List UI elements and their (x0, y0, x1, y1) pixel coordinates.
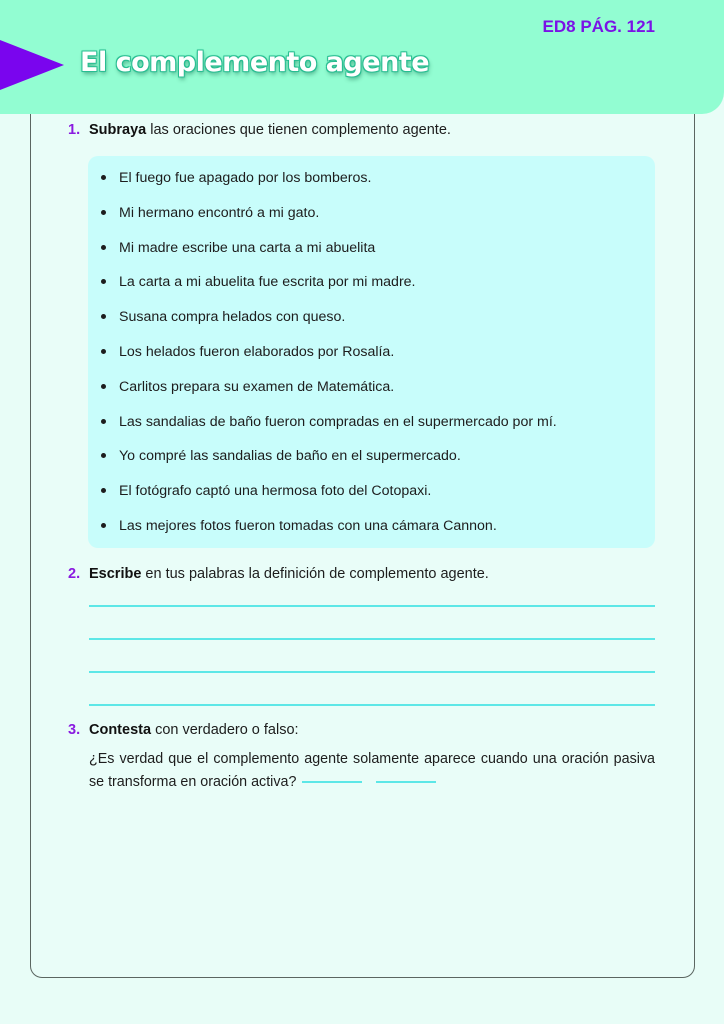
sentence-text: Los helados fueron elaborados por Rosalía. (119, 343, 395, 360)
sentence-list-box (88, 156, 655, 548)
bullet-icon (101, 419, 106, 424)
page-reference: ED8 PÁG. 121 (542, 17, 655, 36)
question-verb: Escribe (89, 566, 142, 582)
question-body: ¿Es verdad que el complemento agente solamente aparece cuando una oración pasiva se transforma en oración activa? (89, 751, 655, 790)
list-item[interactable] (88, 481, 557, 516)
sentence-text: Las sandalias de baño fueron compradas en el supermercado por mí. (119, 413, 557, 430)
list-item[interactable] (88, 377, 557, 412)
bullet-icon (101, 245, 106, 250)
answer-blank-1[interactable] (302, 781, 362, 783)
list-item[interactable] (88, 412, 557, 447)
answer-line-4[interactable] (89, 704, 655, 706)
true-false-question (89, 748, 655, 794)
bullet-icon (101, 523, 106, 528)
list-item[interactable] (88, 272, 557, 307)
bullet-icon (101, 349, 106, 354)
sentence-text: La carta a mi abuelita fue escrita por mi madre. (119, 274, 416, 291)
question-text: en tus palabras la definición de complemento agente. (141, 566, 489, 582)
sentence-text: Susana compra helados con queso. (119, 309, 346, 326)
answer-line-3[interactable] (89, 671, 655, 673)
question-number: 3. (68, 722, 81, 738)
question-1 (68, 122, 451, 138)
bullet-icon (101, 314, 106, 319)
bullet-icon (101, 384, 106, 389)
question-number: 1. (68, 122, 81, 138)
question-text: las oraciones que tienen complemento agente. (146, 122, 451, 138)
bullet-icon (101, 279, 106, 284)
list-item[interactable] (88, 516, 557, 551)
arrow-marker-icon (0, 40, 64, 90)
question-2 (68, 566, 489, 582)
sentence-text: El fuego fue apagado por los bomberos. (119, 170, 372, 186)
answer-line-2[interactable] (89, 638, 655, 640)
sentence-text: Las mejores fotos fueron tomadas con una cámara Cannon. (119, 517, 497, 534)
question-verb: Contesta (89, 722, 152, 738)
sentence-text: Yo compré las sandalias de baño en el supermercado. (119, 448, 461, 465)
bullet-icon (101, 488, 106, 493)
sentence-text: Mi hermano encontró a mi gato. (119, 204, 320, 221)
bullet-icon (101, 175, 106, 180)
list-item[interactable] (88, 307, 557, 342)
sentence-text: Carlitos prepara su examen de Matemática. (119, 378, 395, 395)
list-item[interactable] (88, 446, 557, 481)
question-3 (68, 722, 299, 738)
question-number: 2. (68, 566, 81, 582)
bullet-icon (101, 453, 106, 458)
bullet-icon (101, 210, 106, 215)
question-verb: Subraya (89, 122, 147, 138)
question-text: con verdadero o falso: (151, 722, 299, 738)
list-item[interactable] (88, 203, 557, 238)
page-title: El complemento agente (80, 47, 430, 78)
answer-blank-2[interactable] (376, 781, 436, 783)
list-item[interactable] (88, 238, 557, 273)
answer-line-1[interactable] (89, 605, 655, 607)
header-band (0, 0, 724, 114)
sentence-text: El fotógrafo captó una hermosa foto del Cotopaxi. (119, 483, 432, 500)
sentence-list (88, 168, 557, 551)
sentence-text: Mi madre escribe una carta a mi abuelita (119, 239, 376, 256)
list-item[interactable] (88, 168, 557, 203)
list-item[interactable] (88, 342, 557, 377)
